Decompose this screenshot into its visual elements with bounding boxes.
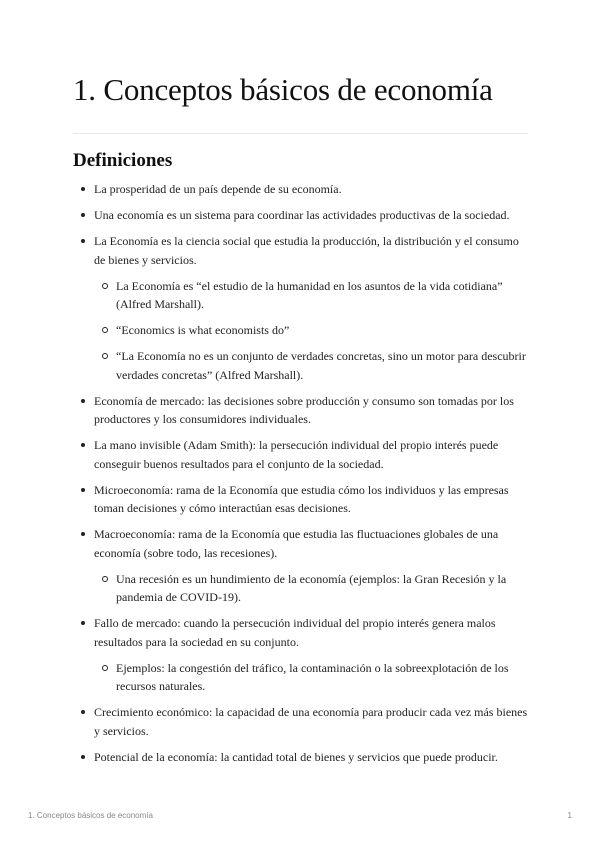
list-item-text: Una economía es un sistema para coordinar las actividades productivas de la sociedad. bbox=[94, 208, 510, 222]
sub-list-item-text: Ejemplos: la congestión del tráfico, la contaminación o la sobreexplotación de los recursos naturales. bbox=[116, 660, 509, 693]
footer-document-title: 1. Conceptos básicos de economía bbox=[28, 811, 153, 820]
list-item bbox=[73, 525, 528, 607]
page-title: 1. Conceptos básicos de economía bbox=[73, 72, 493, 107]
sub-list-item bbox=[94, 321, 528, 340]
list-item-text: Crecimiento económico: la capacidad de una economía para producir cada vez más bienes y servicios. bbox=[94, 705, 528, 738]
sub-list-item-text: “La Economía no es un conjunto de verdades concretas, sino un motor para descubrir verdades concretas” (Alfred Marshall). bbox=[116, 349, 526, 382]
definitions-list bbox=[73, 180, 528, 766]
sub-list bbox=[94, 659, 528, 696]
title-divider bbox=[73, 133, 528, 134]
sub-list-item bbox=[94, 659, 528, 696]
list-item-text: La mano invisible (Adam Smith): la persecución individual del propio interés puede conseguir buenos resultados para el conjunto de la sociedad. bbox=[94, 438, 499, 471]
list-item-text: Fallo de mercado: cuando la persecución individual del propio interés genera malos resultados para la sociedad en su conjunto. bbox=[94, 616, 496, 649]
content-body bbox=[73, 180, 528, 774]
list-item-text: Potencial de la economía: la cantidad total de bienes y servicios que puede producir. bbox=[94, 749, 498, 764]
list-item bbox=[73, 748, 528, 767]
list-item bbox=[73, 232, 528, 384]
sub-list-item bbox=[94, 277, 528, 314]
list-item-text: La prosperidad de un país depende de su economía. bbox=[94, 182, 342, 196]
sub-list-item bbox=[94, 347, 528, 384]
list-item bbox=[73, 206, 528, 225]
list-item bbox=[73, 614, 528, 696]
list-item bbox=[73, 392, 528, 429]
sub-list-item bbox=[94, 570, 528, 607]
sub-list bbox=[94, 277, 528, 385]
list-item-text: La Economía es la ciencia social que estudia la producción, la distribución y el consumo de bienes y servicios. bbox=[94, 234, 519, 267]
sub-list bbox=[94, 570, 528, 607]
section-heading: Definiciones bbox=[73, 150, 173, 171]
sub-list-item-text: “Economics is what economists do” bbox=[116, 323, 290, 337]
list-item bbox=[73, 436, 528, 473]
list-item bbox=[73, 481, 528, 518]
list-item bbox=[73, 703, 528, 740]
sub-list-item-text: La Economía es “el estudio de la humanidad en los asuntos de la vida cotidiana” (Alfred Marshall). bbox=[116, 278, 503, 311]
list-item-text: Microeconomía: rama de la Economía que estudia cómo los individuos y las empresas toman decisiones y cómo interactúan esas decisiones. bbox=[94, 482, 509, 515]
list-item-text: Economía de mercado: las decisiones sobre producción y consumo son tomadas por los productores y los consumidores individuales. bbox=[94, 393, 514, 426]
sub-list-item-text: Una recesión es un hundimiento de la economía (ejemplos: la Gran Recesión y la pandemia de COVID-19). bbox=[116, 571, 507, 604]
footer-page-number: 1 bbox=[567, 811, 572, 820]
list-item-text: Macroeconomía: rama de la Economía que estudia las fluctuaciones globales de una economía (sobre todo, las recesiones). bbox=[94, 527, 499, 560]
list-item bbox=[73, 180, 528, 199]
